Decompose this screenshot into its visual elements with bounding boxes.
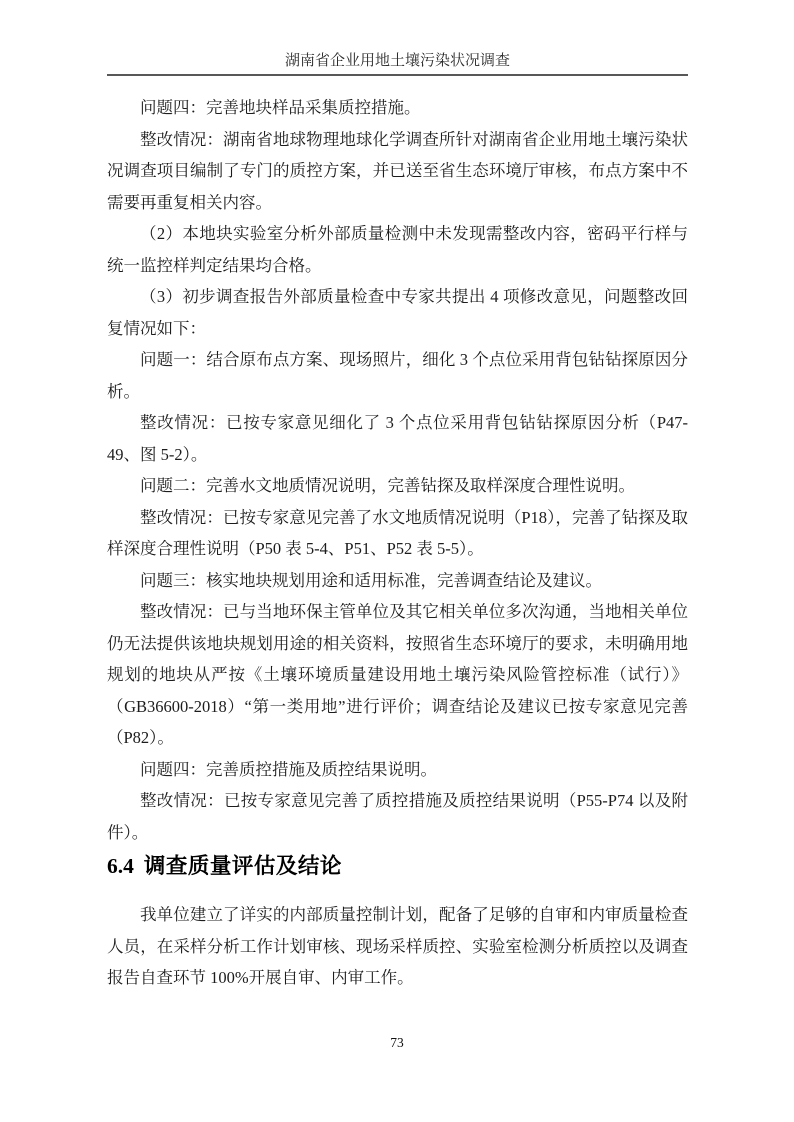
paragraph-rectification-qc-plan: 整改情况：湖南省地球物理地球化学调查所针对湖南省企业用地土壤污染状况调查项目编制了专门的质控方案，并已送至省生态环境厅审核，布点方案中不需要再重复相关内容。 [107, 129, 688, 212]
paragraph-item-2-lab-analysis: （2）本地块实验室分析外部质量检测中未发现需整改内容，密码平行样与统一监控样判定结果均合格。 [107, 224, 688, 275]
paragraph-issue-4: 问题四：完善地块样品采集质控措施。 [140, 98, 421, 117]
paragraph-issue-4-qc: 问题四：完善质控措施及质控结果说明。 [140, 759, 437, 779]
paragraph-issue-3: 问题三：核实地块规划用途和适用标准，完善调查结论及建议。 [140, 570, 602, 590]
section-title: 调查质量评估及结论 [143, 854, 342, 878]
page-header [107, 0, 688, 76]
paragraph-rectification-issue-1: 整改情况：已按专家意见细化了 3 个点位采用背包钻钻探原因分析（P47-49、图 5-2）。 [107, 413, 688, 464]
page-footer [0, 1034, 794, 1052]
paragraph-issue-1: 问题一：结合原布点方案、现场照片，细化 3 个点位采用背包钻钻探原因分析。 [107, 350, 688, 401]
page-number: 73 [390, 1035, 404, 1050]
paragraph-quality-assessment-intro: 我单位建立了详实的内部质量控制计划，配备了足够的自审和内审质量检查人员，在采样分析工作计划审核、现场采样质控、实验室检测分析质控以及调查报告自查环节 100%开展自审、内审工作。 [107, 905, 688, 987]
paragraph-issue-2: 问题二：完善水文地质情况说明，完善钻探及取样深度合理性说明。 [140, 476, 635, 495]
section-heading-6-4 [107, 851, 688, 882]
document-body [107, 76, 688, 994]
section-number: 6.4 [107, 854, 134, 878]
paragraph-rectification-issue-4: 整改情况：已按专家意见完善了质控措施及质控结果说明（P55-P74 以及附件）。 [107, 791, 688, 842]
running-header-title: 湖南省企业用地土壤污染状况调查 [284, 53, 510, 69]
paragraph-rectification-issue-3: 整改情况：已与当地环保主管单位及其它相关单位多次沟通，当地相关单位仍无法提供该地块规划用途的相关资料，按照省生态环境厅的要求，未明确用地规划的地块从严按《土壤环境质量建设用地土壤污染风险管控标准（试行）》（GB36600-2018）“第一类用地”进行评价；调查结论及建议已按专家意见完善（P82）。 [107, 602, 688, 747]
paragraph-item-3-expert-opinions: （3）初步调查报告外部质量检查中专家共提出 4 项修改意见，问题整改回复情况如下： [107, 287, 688, 338]
paragraph-rectification-issue-2: 整改情况：已按专家意见完善了水文地质情况说明（P18），完善了钻探及取样深度合理性说明（P50 表 5-4、P51、P52 表 5-5）。 [107, 507, 688, 558]
